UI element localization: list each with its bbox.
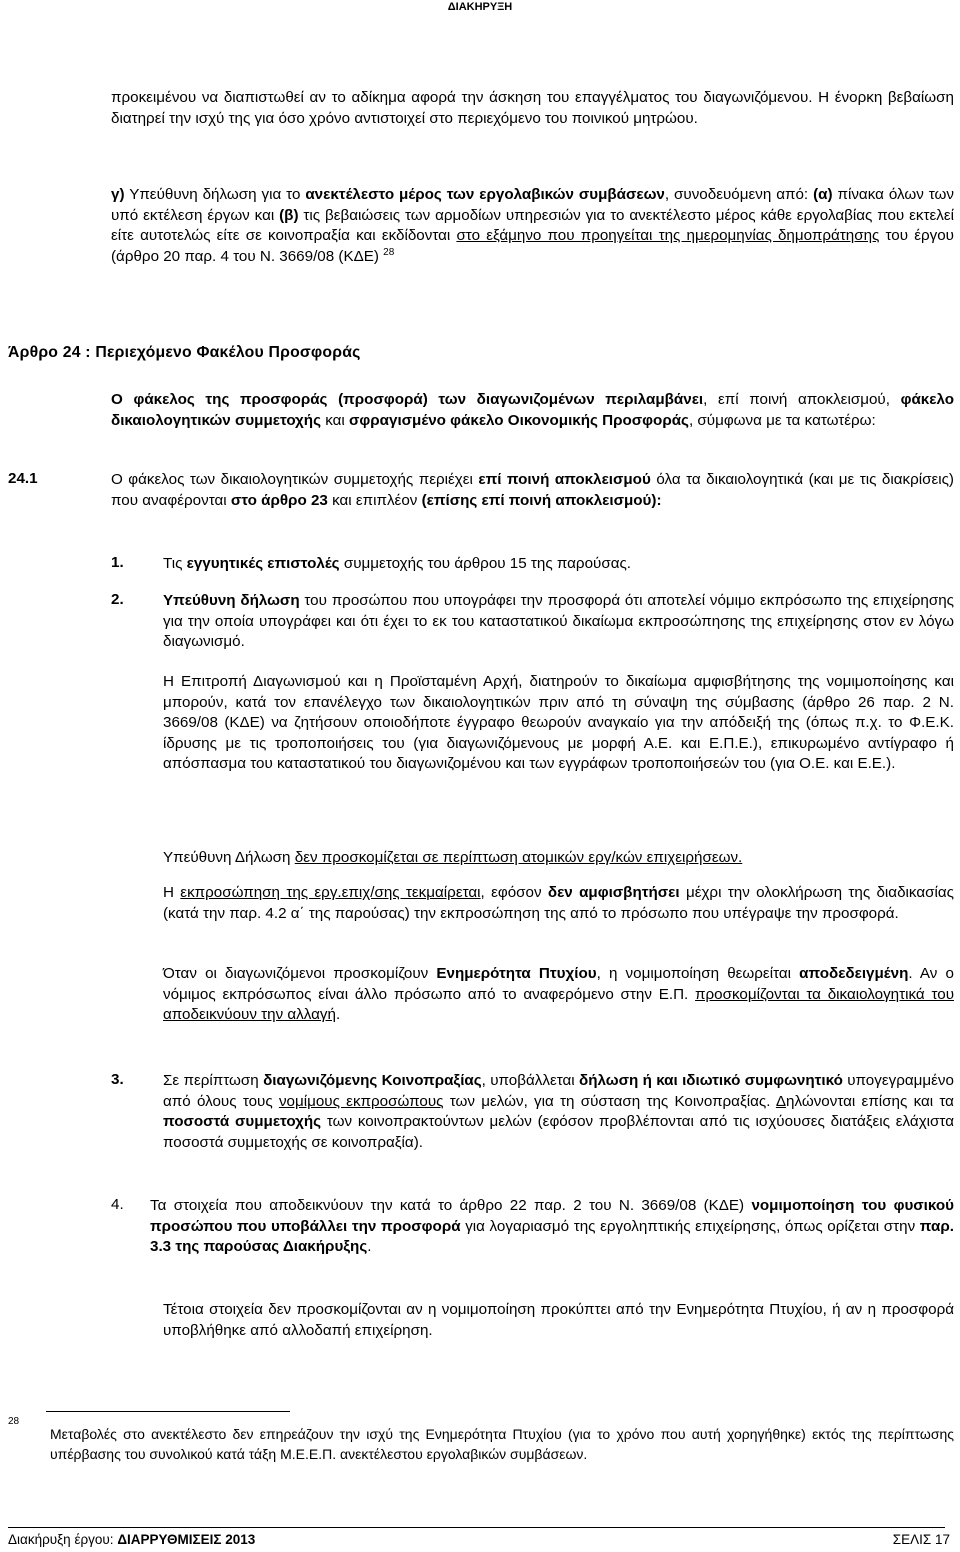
item2-bold-1: Υπεύθυνη δήλωση: [163, 592, 300, 609]
footnote-ref[interactable]: 28: [383, 246, 395, 258]
item2-p5-text-a: Όταν οι διαγωνιζόμενοι προσκομίζουν: [163, 965, 429, 982]
item3-underline-1: νομίμους εκπροσώπους: [278, 1092, 444, 1110]
gamma-underline-1: στο εξάμηνο που προηγείται της ημερομηνίας δημοπράτησης: [456, 227, 880, 244]
item3-bold-1: διαγωνιζόμενης Κοινοπραξίας: [263, 1072, 482, 1089]
item-1: [163, 554, 954, 575]
item4-text-3: .: [367, 1238, 372, 1255]
gamma-text-2: , συνοδευόμενη από:: [664, 186, 809, 203]
item-4: [150, 1196, 954, 1258]
envelope-bold-3: σφραγισμένο φάκελο Οικονομικής Προσφοράς: [349, 411, 689, 429]
gamma-b: (β): [279, 206, 299, 224]
item-4-p2: [163, 1300, 954, 1341]
gamma-text-4: τις βεβαιώσεις των αρμοδίων υπηρεσιών για το ανεκτέλεστο μέρος κάθε εργολαβίας που εκτελεί είτε αυτοτελώς είτε σε κοινοπραξία και εκδίδονται: [111, 206, 954, 244]
item2-text-2: Η Επιτροπή Διαγωνισμού και η Προϊσταμένη Αρχή, διατηρούν το δικαίωμα αμφισβήτησης της νομιμοποίησης και μπορούν, κατά τον επανέλεγχο των δικαιολογητικών πριν από τη σύναψη της σύμβασης (άρθρο 26 παρ. 2 Ν. 3669/08 (ΚΔΕ) να ζητήσουν οποιοδήποτε έγγραφο θεωρούν αναγκαίο για την απόδειξή της (όπως π.χ. το Φ.Ε.Κ. ίδρυσης με τις τροποποιήσεις του (για διαγωνιζόμενους με μορφή Α.Ε. και Ε.Π.Ε.), επικυρωμένο αντίγραφο ή απόσπασμα του καταστατικού του διαγωνιζομένου και των εγγράφων τροποποιήσεών του (για Ο.Ε. και Ε.Ε.).: [163, 673, 954, 772]
item3-underline-2: Δ: [775, 1092, 787, 1110]
gamma-bold-1: ανεκτέλεστο μέρος των εργολαβικών συμβάσεων: [305, 186, 665, 203]
item1-text-2: συμμετοχής του άρθρου 15 της παρούσας.: [343, 555, 632, 572]
gamma-paragraph: [111, 185, 954, 267]
s241-bold-1: επί ποινή αποκλεισμού: [478, 471, 651, 488]
footnote-rule: [46, 1411, 290, 1412]
footnote-text: Μεταβολές στο ανεκτέλεστο δεν επηρεάζουν την ισχύ της Ενημερότητα Πτυχίου (για το χρόνο που αυτή χορηγήθηκε) εκτός της περίπτωσης υπέρβασης του συνολικού κατά τάξη Μ.Ε.Ε.Π. ανεκτέλεστου εργολαβικών συμβάσεων.: [50, 1426, 954, 1462]
item3-bold-3: ποσοστά συμμετοχής: [163, 1113, 322, 1130]
item-3: [163, 1071, 954, 1153]
envelope-text-1: , επί ποινή αποκλεισμού,: [703, 391, 890, 408]
item1-text-1: Τις: [163, 555, 183, 572]
item2-p5-text-d: .: [335, 1006, 341, 1023]
envelope-text-3: , σύμφωνα με τα κατωτέρω:: [688, 411, 876, 429]
gamma-label: γ): [111, 186, 125, 203]
item2-text-1: του προσώπου που υπογράφει την προσφορά ότι αποτελεί νόμιμο εκπρόσωπο της επιχείρησης για την οποία υπογράφει και ότι έχει το εκ του καταστατικού δικαίωμα εκπροσώπησης της επιχείρησης στον εν λόγω διαγωνισμό.: [163, 592, 954, 650]
item2-p5-bold-2: αποδεδειγμένη: [799, 965, 909, 982]
item2-p4-underline: εκπροσώπηση της εργ.επιχ/σης τεκμαίρεται: [180, 884, 481, 901]
envelope-text-2: και: [325, 411, 345, 429]
intro-paragraph: [111, 88, 954, 129]
item2-p5-text-c: . Αν ο νόμιμος εκπρόσωπος είναι άλλο πρόσωπο από το αναφερόμενο στην Ε.Π.: [163, 965, 954, 1003]
item3-text-5: των κοινοπρακτούντων μελών (εφόσον προβλέπονται από τις ισχύουσες διατάξεις ελάχιστα ποσοστά συμμετοχής σε κοινοπραξία).: [163, 1113, 954, 1151]
footer-project-name: ΔΙΑΡΡΥΘΜΙΣΕΙΣ 2013: [117, 1532, 256, 1547]
s241-text-2: όλα τα δικαιολογητικά (και με τις διακρίσεις) που αναφέρονται: [111, 471, 954, 509]
item2-p5-underline: προσκομίζονται τα δικαιολογητικά του αποδεικνύουν την αλλαγή: [163, 985, 954, 1023]
item-1-number: 1.: [111, 554, 124, 571]
item2-p4-bold: δεν αμφισβητήσει: [547, 884, 680, 901]
item4-text-1: Τα στοιχεία που αποδεικνύουν την κατά το άρθρο 22 παρ. 2 του Ν. 3669/08 (ΚΔΕ): [150, 1197, 745, 1214]
envelope-bold-1: Ο φάκελος της προσφοράς (προσφορά) των διαγωνιζομένων περιλαμβάνει: [111, 391, 704, 408]
item2-p4-text-b: , εφόσον: [480, 884, 542, 901]
footer-rule: [8, 1527, 945, 1528]
item3-text-3: υπογεγραμμένο από όλους τους: [163, 1072, 954, 1110]
item1-bold-1: εγγυητικές επιστολές: [186, 555, 340, 572]
page-header: ΔΙΑΚΗΡΥΞΗ: [447, 1, 513, 13]
item-2-p4: [163, 883, 954, 924]
footer-left-text: Διακήρυξη έργου:: [8, 1532, 114, 1547]
footer-page-number: ΣΕΛΙΣ 17: [892, 1532, 950, 1547]
gamma-text-5: του έργου (άρθρο 20 παρ. 4 του Ν. 3669/08 (ΚΔΕ): [111, 227, 954, 265]
gamma-text-3: πίνακα όλων των υπό εκτέλεση έργων και: [111, 186, 954, 224]
item4-text-p2: Τέτοια στοιχεία δεν προσκομίζονται αν η νομιμοποίηση προκύπτει από την Ενημερότητα Πτυχίου, ή αν η προσφορά υποβλήθηκε από αλλοδαπή επιχείρηση.: [163, 1301, 954, 1339]
s241-text-1: Ο φάκελος των δικαιολογητικών συμμετοχής περιέχει: [111, 471, 473, 488]
section-number: 24.1: [8, 470, 38, 487]
s241-text-3: και επιπλέον: [332, 491, 418, 509]
item-2-p5: [163, 964, 954, 1026]
footnote: [50, 1425, 954, 1464]
footnote-number: 28: [8, 1416, 20, 1427]
item-4-number: 4.: [111, 1196, 124, 1213]
item-2-p2: [163, 672, 954, 775]
item4-text-2: για λογαριασμό της εργοληπτικής επιχείρησης, όπως ορίζεται στην: [465, 1217, 916, 1235]
envelope-paragraph: [111, 390, 954, 431]
envelope-bold-2: φάκελο δικαιολογητικών συμμετοχής: [111, 391, 954, 429]
item2-p3-text: Υπεύθυνη Δήλωση: [163, 849, 291, 866]
section-24-1: [111, 470, 954, 511]
item3-text-4: των μελών, για τη σύσταση της Κοινοπραξίας.: [449, 1092, 771, 1110]
s241-bold-3: (επίσης επί ποινή αποκλεισμού):: [421, 491, 662, 509]
item-2-p1: [163, 591, 954, 653]
footer-left: [8, 1532, 255, 1547]
item3-text-1: Σε περίπτωση: [163, 1072, 259, 1089]
item3-text-4b: ηλώνονται επίσης και τα: [786, 1092, 954, 1110]
item-3-number: 3.: [111, 1071, 124, 1088]
item3-bold-2: δήλωση ή και ιδιωτικό συμφωνητικό: [579, 1072, 843, 1089]
gamma-a: (α): [813, 186, 833, 203]
item2-p5-bold-1: Ενημερότητα Πτυχίου: [436, 965, 597, 982]
item2-p3-underline: δεν προσκομίζεται σε περίπτωση ατομικών εργ/κών επιχειρήσεων.: [294, 849, 743, 866]
item-2-number: 2.: [111, 591, 124, 608]
item4-bold-2: παρ. 3.3 της παρούσας Διακήρυξης: [150, 1217, 954, 1255]
item3-text-2: , υποβάλλεται: [481, 1072, 575, 1089]
article-heading: Άρθρο 24 : Περιεχόμενο Φακέλου Προσφοράς: [8, 344, 361, 361]
gamma-text-1: Υπεύθυνη δήλωση για το: [129, 186, 301, 203]
item2-p5-text-b: , η νομιμοποίηση θεωρείται: [596, 965, 792, 982]
item2-p4-text-c: μέχρι την ολοκλήρωση της διαδικασίας (κατά την παρ. 4.2 α΄ της παρούσας) την εκπροσώπηση της από το πρόσωπο που υπέγραψε την προσφορά.: [163, 884, 954, 922]
item-2-p3: [163, 848, 954, 869]
item4-bold-1: νομιμοποίηση του φυσικού προσώπου που υποβάλλει την προσφορά: [150, 1197, 954, 1235]
item2-p4-text-a: Η: [163, 884, 174, 901]
intro-text: προκειμένου να διαπιστωθεί αν το αδίκημα αφορά την άσκηση του επαγγέλματος του διαγωνιζόμενου. Η ένορκη βεβαίωση διατηρεί την ισχύ της για όσο χρόνο αντιστοιχεί στο περιεχόμενο του ποινικού μητρώου.: [111, 89, 954, 127]
s241-bold-2: στο άρθρο 23: [230, 491, 328, 509]
